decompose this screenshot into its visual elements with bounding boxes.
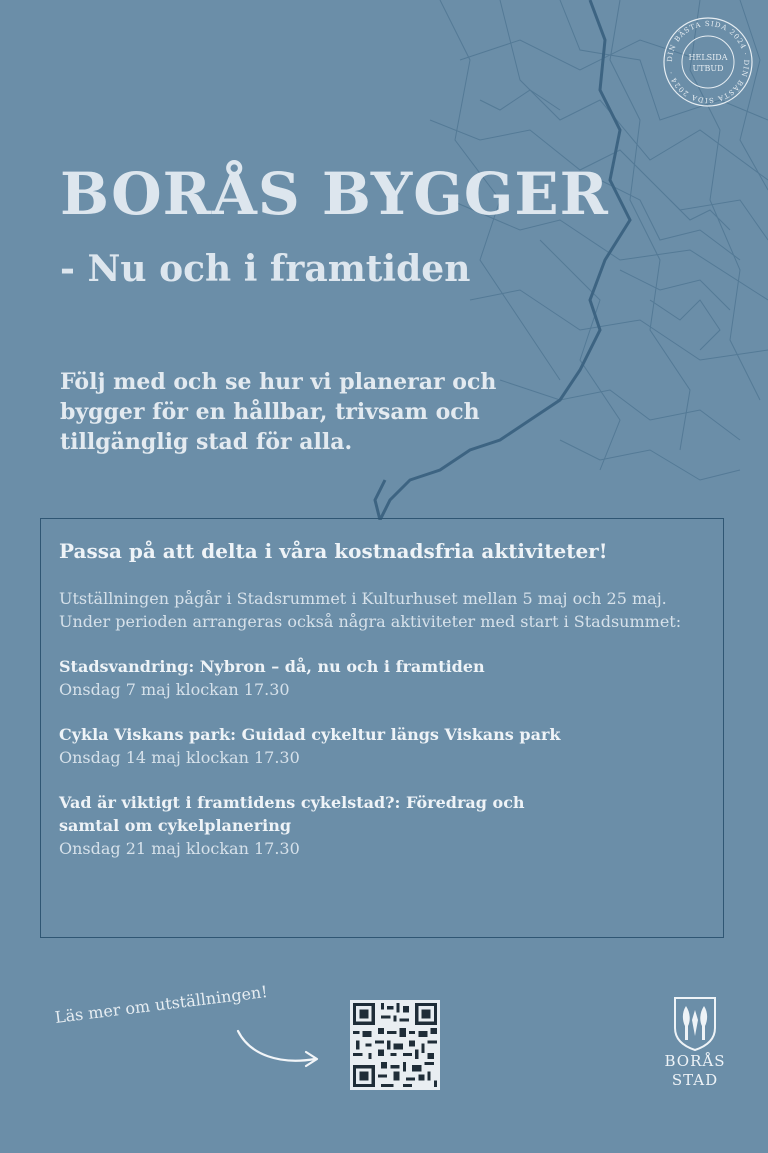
event-item [59, 655, 705, 701]
page-subtitle: - Nu och i framtiden [60, 248, 471, 290]
boras-stad-logo [640, 996, 750, 1106]
seal-center-line2: UTBUD [692, 64, 724, 73]
event-title: Cykla Viskans park: Guidad cykeltur längs Viskans park [59, 725, 561, 744]
seal-ring-text: DIN BÄSTA SIDA 2024 · DIN BÄSTA SIDA 2024 · [665, 19, 751, 105]
page-title: BORÅS BYGGER [60, 160, 609, 228]
activities-box [40, 518, 724, 938]
activities-heading: Passa på att delta i våra kostnadsfria aktiviteter! [59, 539, 608, 563]
event-date: Onsdag 14 maj klockan 17.30 [59, 748, 300, 767]
activities-description: Utställningen pågår i Stadsrummet i Kulturhuset mellan 5 maj och 25 maj. Under perioden arrangeras också några aktiviteter med start i Stadsummet: [59, 589, 682, 631]
curved-arrow-icon [230, 1025, 330, 1070]
logo-text-line1: BORÅS [664, 1052, 726, 1070]
event-item [59, 791, 705, 860]
seal-center-line1: HELSIDA [688, 53, 728, 62]
event-date: Onsdag 7 maj klockan 17.30 [59, 680, 290, 699]
event-date: Onsdag 21 maj klockan 17.30 [59, 839, 300, 858]
svg-text:DIN BÄSTA SIDA 2024 · DIN BÄST [666, 20, 750, 104]
read-more-text: Läs mer om utställningen! [53, 981, 269, 1027]
coat-of-arms-icon [672, 996, 718, 1051]
logo-text-line2: STAD [671, 1071, 719, 1089]
qr-code-icon[interactable] [350, 1000, 440, 1090]
event-title: Vad är viktigt i framtidens cykelstad?: Föredrag och samtal om cykelplanering [59, 793, 525, 835]
award-seal-icon [660, 14, 756, 110]
event-title: Stadsvandring: Nybron – då, nu och i framtiden [59, 657, 485, 676]
intro-text: Följ med och se hur vi planerar och bygger för en hållbar, trivsam och tillgänglig stad för alla. [60, 369, 497, 455]
event-item [59, 723, 705, 769]
